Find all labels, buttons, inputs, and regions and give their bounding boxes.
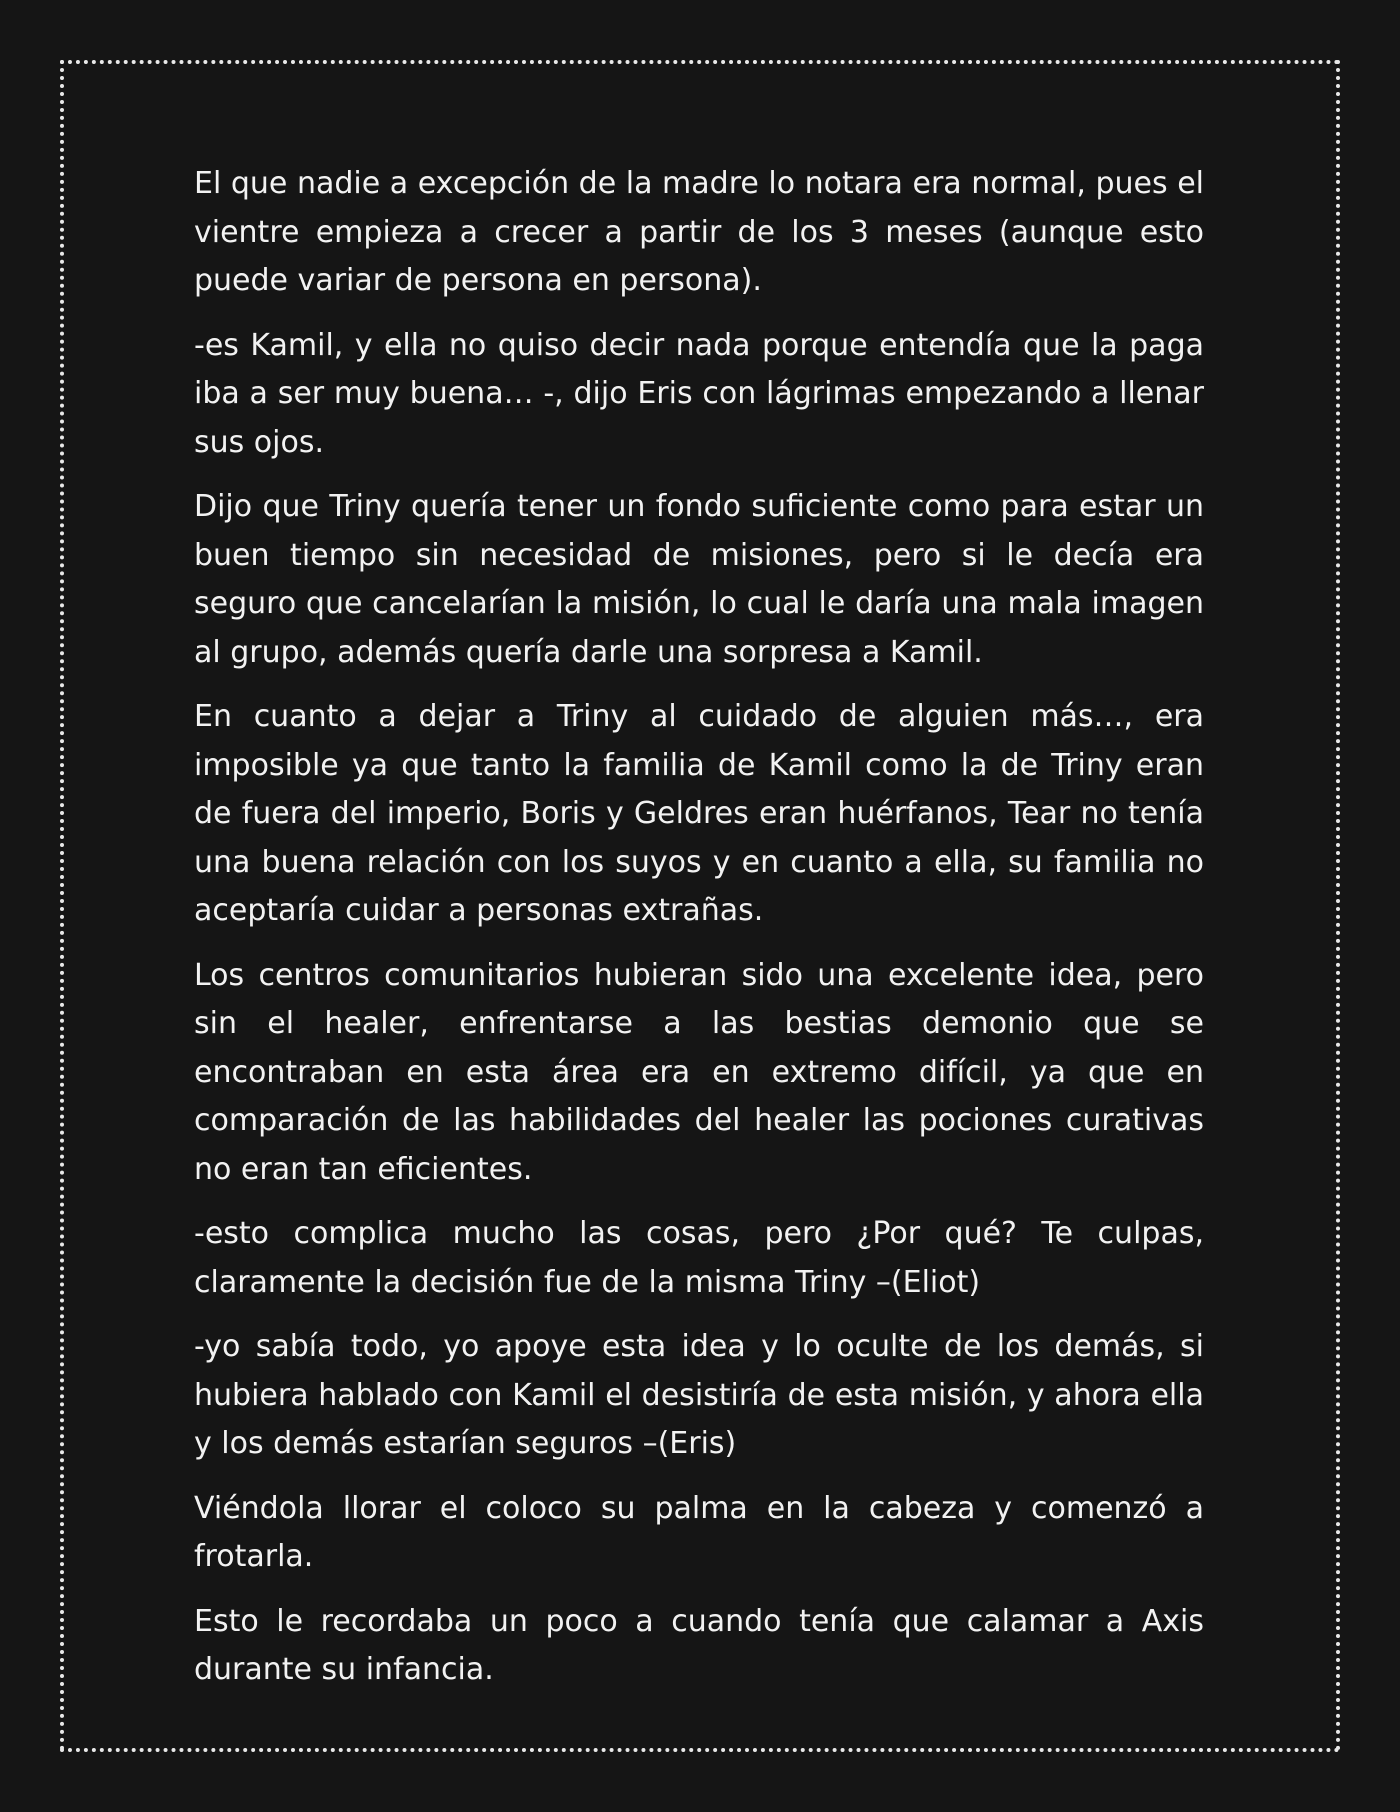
paragraph-5: Los centros comunitarios hubieran sido una excelente idea, pero sin el healer, enfrentarse a las bestias demonio que se encontraban en esta área era en extremo difícil, ya que en comparación de las habilidades del healer las pociones curativas no eran tan eficientes. [194, 957, 1204, 1187]
paragraph-3: Dijo que Triny quería tener un fondo suficiente como para estar un buen tiempo sin necesidad de misiones, pero si le decía era seguro que cancelarían la misión, lo cual le daría una mala imagen al grupo, además quería darle una sorpresa a Kamil. [194, 489, 1204, 670]
paragraph-2: -es Kamil, y ella no quiso decir nada porque entendía que la paga iba a ser muy buena… -, dijo Eris con lágrimas empezando a llenar sus ojos. [194, 327, 1204, 460]
paragraph-4: En cuanto a dejar a Triny al cuidado de alguien más…, era imposible ya que tanto la familia de Kamil como la de Triny eran de fuera del imperio, Boris y Geldres eran huérfanos, Tear no tenía una buena relación con los suyos y en cuanto a ella, su familia no aceptaría cuidar a personas extrañas. [194, 699, 1204, 928]
paragraph-9: Esto le recordaba un poco a cuando tenía que calamar a Axis durante su infancia. [194, 1603, 1204, 1687]
paragraph-6: -esto complica mucho las cosas, pero ¿Por qué? Te culpas, claramente la decisión fue de la misma Triny –(Eliot) [194, 1216, 1204, 1300]
paragraph-7: -yo sabía todo, yo apoye esta idea y lo oculte de los demás, si hubiera hablado con Kamil el desistiría de esta misión, y ahora ella y los demás estarían seguros –(Eris) [194, 1329, 1204, 1461]
paragraph-8: Viéndola llorar el coloco su palma en la cabeza y comenzó a frotarla. [194, 1490, 1204, 1574]
paragraph-1: El que nadie a excepción de la madre lo notara era normal, pues el vientre empieza a crecer a partir de los 3 meses (aunque esto puede variar de persona en persona). [194, 166, 1204, 298]
document-body [194, 160, 1204, 1711]
